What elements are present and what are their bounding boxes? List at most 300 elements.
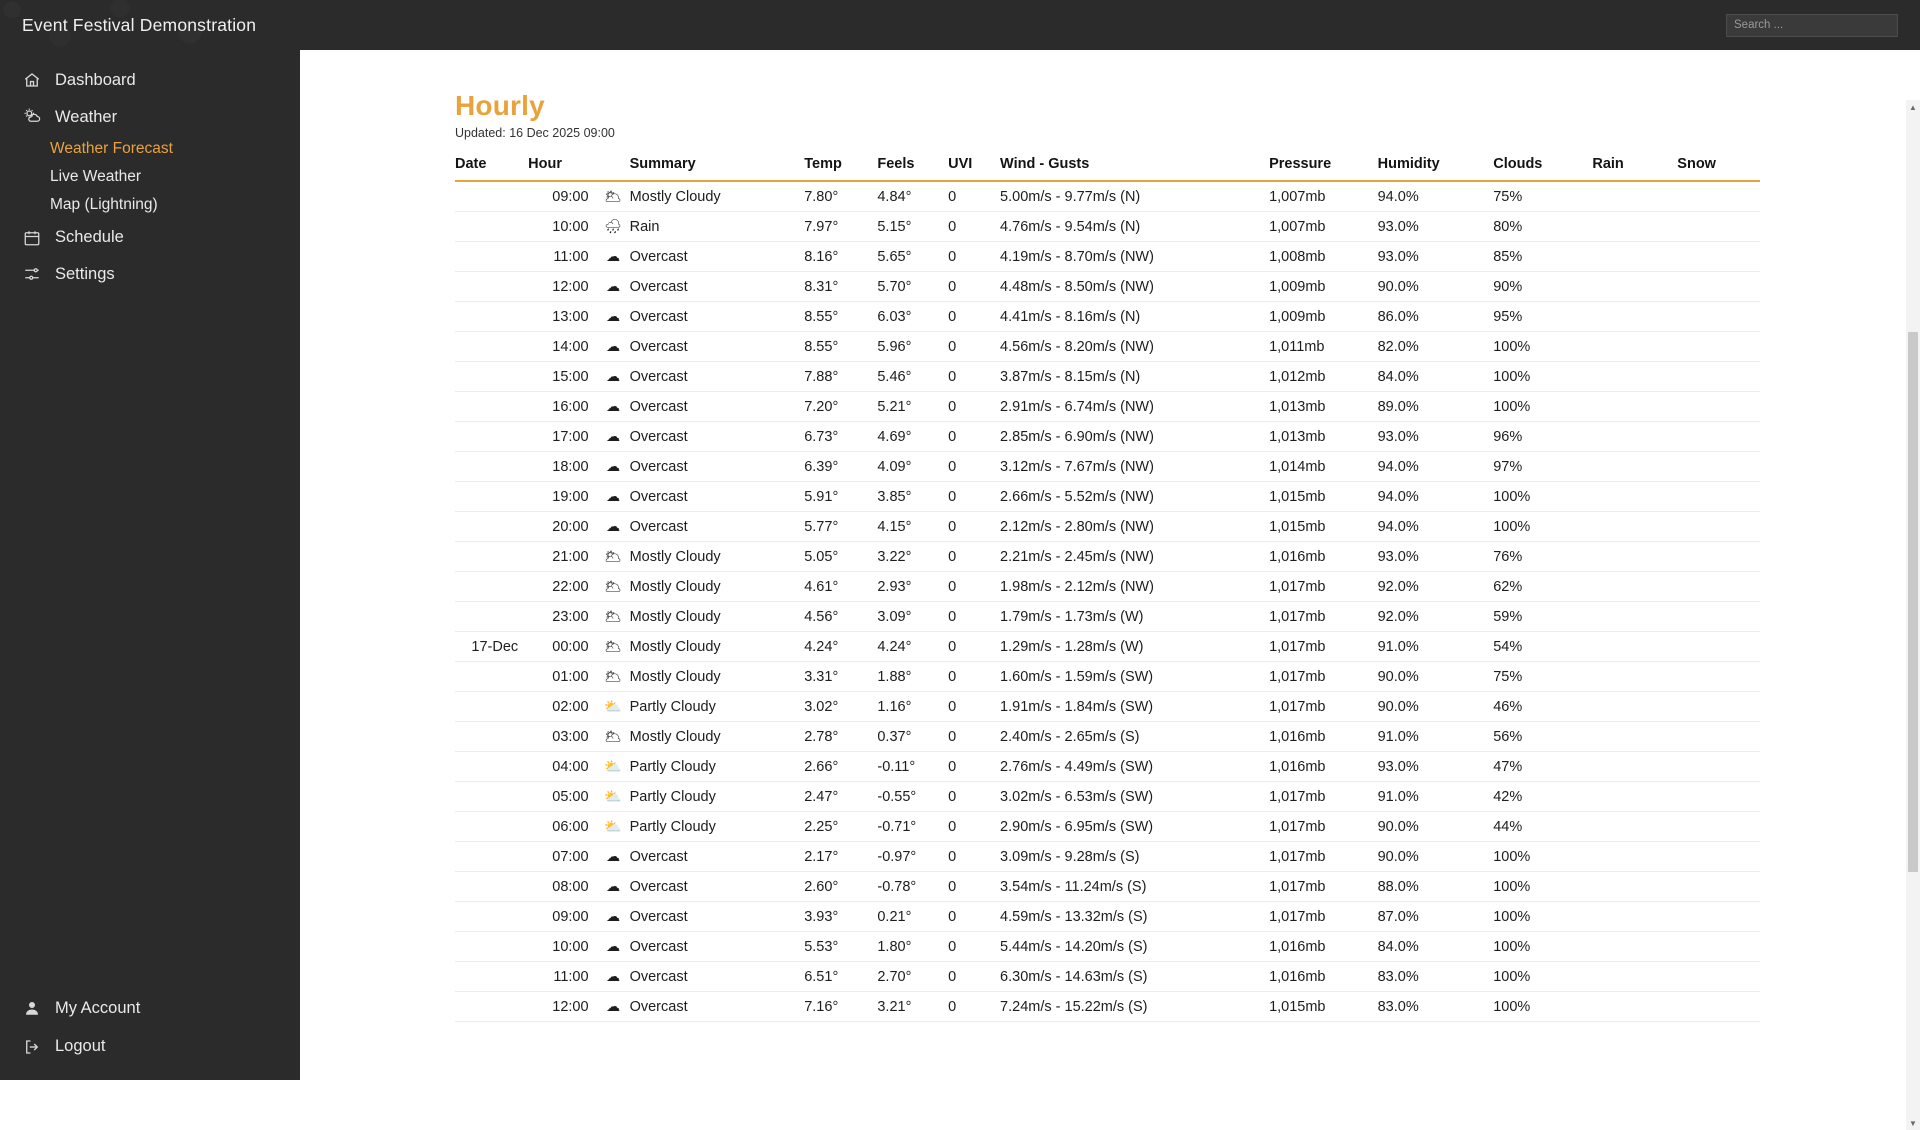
cell-clouds: 75% xyxy=(1493,662,1592,692)
cell-pressure: 1,012mb xyxy=(1269,362,1378,392)
cell-snow xyxy=(1677,572,1760,602)
cell-wind: 2.91m/s - 6.74m/s (NW) xyxy=(1000,392,1269,422)
cell-pressure: 1,017mb xyxy=(1269,662,1378,692)
cell-date xyxy=(455,392,528,422)
cell-rain xyxy=(1592,512,1677,542)
cell-wind: 1.98m/s - 2.12m/s (NW) xyxy=(1000,572,1269,602)
table-row xyxy=(455,362,1760,392)
cell-summary: Mostly Cloudy xyxy=(630,542,805,572)
cell-summary: Overcast xyxy=(630,362,805,392)
cell-rain xyxy=(1592,992,1677,1022)
cell-rain xyxy=(1592,272,1677,302)
cell-rain xyxy=(1592,242,1677,272)
cell-hour: 09:00 xyxy=(528,902,596,932)
cell-summary: Overcast xyxy=(630,872,805,902)
cell-snow xyxy=(1677,272,1760,302)
table-row xyxy=(455,302,1760,332)
cell-hour: 03:00 xyxy=(528,722,596,752)
cell-weather-icon xyxy=(597,212,630,242)
cell-wind: 2.12m/s - 2.80m/s (NW) xyxy=(1000,512,1269,542)
cell-humidity: 84.0% xyxy=(1378,932,1494,962)
cell-pressure: 1,016mb xyxy=(1269,722,1378,752)
cell-feels: 1.88° xyxy=(877,662,948,692)
cell-uvi: 0 xyxy=(948,512,1000,542)
cell-humidity: 94.0% xyxy=(1378,181,1494,212)
cell-hour: 06:00 xyxy=(528,812,596,842)
cell-clouds: 54% xyxy=(1493,632,1592,662)
cell-summary: Overcast xyxy=(630,242,805,272)
table-row xyxy=(455,542,1760,572)
overcast-icon: ☁ xyxy=(606,487,621,504)
cell-temp: 3.02° xyxy=(804,692,877,722)
cell-weather-icon xyxy=(597,722,630,752)
cell-rain xyxy=(1592,362,1677,392)
cell-temp: 6.39° xyxy=(804,452,877,482)
cell-wind: 2.21m/s - 2.45m/s (NW) xyxy=(1000,542,1269,572)
cell-uvi: 0 xyxy=(948,932,1000,962)
cell-weather-icon xyxy=(597,242,630,272)
overcast-icon: ☁ xyxy=(606,457,621,474)
cell-wind: 3.09m/s - 9.28m/s (S) xyxy=(1000,842,1269,872)
cell-temp: 4.61° xyxy=(804,572,877,602)
cell-date xyxy=(455,242,528,272)
sidebar-item-dashboard[interactable] xyxy=(0,62,300,99)
cell-weather-icon xyxy=(597,662,630,692)
cell-date xyxy=(455,662,528,692)
cell-pressure: 1,016mb xyxy=(1269,962,1378,992)
cell-wind: 2.66m/s - 5.52m/s (NW) xyxy=(1000,482,1269,512)
cell-humidity: 87.0% xyxy=(1378,902,1494,932)
cell-humidity: 94.0% xyxy=(1378,512,1494,542)
cell-wind: 3.02m/s - 6.53m/s (SW) xyxy=(1000,782,1269,812)
scroll-up-arrow[interactable]: ▲ xyxy=(1909,102,1917,112)
cell-temp: 7.88° xyxy=(804,362,877,392)
column-header-date: Date xyxy=(455,156,528,181)
cell-uvi: 0 xyxy=(948,242,1000,272)
cell-pressure: 1,017mb xyxy=(1269,572,1378,602)
table-row xyxy=(455,212,1760,242)
table-row xyxy=(455,512,1760,542)
cell-hour: 15:00 xyxy=(528,362,596,392)
cell-weather-icon xyxy=(597,452,630,482)
cell-wind: 2.90m/s - 6.95m/s (SW) xyxy=(1000,812,1269,842)
scroll-down-arrow[interactable]: ▼ xyxy=(1909,1118,1917,1128)
cell-date xyxy=(455,932,528,962)
cell-summary: Partly Cloudy xyxy=(630,752,805,782)
cell-pressure: 1,008mb xyxy=(1269,242,1378,272)
cell-rain xyxy=(1592,212,1677,242)
overcast-icon: ☁ xyxy=(606,307,621,324)
cell-weather-icon xyxy=(597,842,630,872)
cell-feels: -0.78° xyxy=(877,872,948,902)
cell-rain xyxy=(1592,902,1677,932)
cell-wind: 4.76m/s - 9.54m/s (N) xyxy=(1000,212,1269,242)
cell-temp: 2.25° xyxy=(804,812,877,842)
cell-feels: 1.16° xyxy=(877,692,948,722)
cell-humidity: 93.0% xyxy=(1378,422,1494,452)
cell-weather-icon xyxy=(597,181,630,212)
home-icon xyxy=(22,70,42,90)
cell-hour: 18:00 xyxy=(528,452,596,482)
overcast-icon: ☁ xyxy=(606,397,621,414)
cell-summary: Mostly Cloudy xyxy=(630,662,805,692)
cell-wind: 2.85m/s - 6.90m/s (NW) xyxy=(1000,422,1269,452)
cell-feels: 0.37° xyxy=(877,722,948,752)
cell-summary: Overcast xyxy=(630,992,805,1022)
column-header-snow: Snow xyxy=(1677,156,1760,181)
cell-weather-icon xyxy=(597,392,630,422)
cell-weather-icon xyxy=(597,542,630,572)
cell-weather-icon xyxy=(597,812,630,842)
cell-uvi: 0 xyxy=(948,842,1000,872)
cell-rain xyxy=(1592,572,1677,602)
cell-date xyxy=(455,362,528,392)
cell-uvi: 0 xyxy=(948,542,1000,572)
cell-pressure: 1,015mb xyxy=(1269,992,1378,1022)
cell-feels: 4.24° xyxy=(877,632,948,662)
cell-hour: 22:00 xyxy=(528,572,596,602)
cell-snow xyxy=(1677,662,1760,692)
partly-cloudy-icon: ⛅ xyxy=(604,787,622,804)
cell-summary: Overcast xyxy=(630,482,805,512)
cell-temp: 2.66° xyxy=(804,752,877,782)
search-input[interactable] xyxy=(1726,14,1898,37)
cell-temp: 8.55° xyxy=(804,332,877,362)
table-row xyxy=(455,392,1760,422)
cell-pressure: 1,017mb xyxy=(1269,632,1378,662)
cell-feels: -0.97° xyxy=(877,842,948,872)
cell-wind: 4.48m/s - 8.50m/s (NW) xyxy=(1000,272,1269,302)
cell-clouds: 100% xyxy=(1493,362,1592,392)
sidebar-item-logout[interactable] xyxy=(0,1027,300,1066)
cell-uvi: 0 xyxy=(948,872,1000,902)
cell-temp: 7.16° xyxy=(804,992,877,1022)
cell-feels: 3.85° xyxy=(877,482,948,512)
cell-clouds: 47% xyxy=(1493,752,1592,782)
cell-wind: 3.54m/s - 11.24m/s (S) xyxy=(1000,872,1269,902)
cell-feels: 5.70° xyxy=(877,272,948,302)
sidebar-item-weather[interactable] xyxy=(0,99,300,136)
column-header-humidity: Humidity xyxy=(1378,156,1494,181)
cell-summary: Overcast xyxy=(630,842,805,872)
cell-uvi: 0 xyxy=(948,902,1000,932)
cell-summary: Overcast xyxy=(630,902,805,932)
table-row xyxy=(455,692,1760,722)
cell-clouds: 100% xyxy=(1493,512,1592,542)
cell-summary: Mostly Cloudy xyxy=(630,181,805,212)
cell-pressure: 1,017mb xyxy=(1269,782,1378,812)
sidebar-item-live-weather[interactable]: Live Weather xyxy=(50,168,142,186)
cell-date xyxy=(455,422,528,452)
cell-weather-icon xyxy=(597,272,630,302)
cell-rain xyxy=(1592,932,1677,962)
cell-rain xyxy=(1592,302,1677,332)
cell-humidity: 92.0% xyxy=(1378,572,1494,602)
cell-humidity: 91.0% xyxy=(1378,782,1494,812)
cell-clouds: 90% xyxy=(1493,272,1592,302)
cell-humidity: 90.0% xyxy=(1378,692,1494,722)
cell-pressure: 1,007mb xyxy=(1269,181,1378,212)
partly-cloudy-icon: ⛅ xyxy=(604,757,622,774)
vertical-scrollbar[interactable] xyxy=(1906,100,1920,1130)
cell-clouds: 100% xyxy=(1493,932,1592,962)
cell-rain xyxy=(1592,782,1677,812)
cell-humidity: 93.0% xyxy=(1378,242,1494,272)
overcast-icon: ☁ xyxy=(606,427,621,444)
cell-snow xyxy=(1677,392,1760,422)
column-header-uvi: UVI xyxy=(948,156,1000,181)
cell-pressure: 1,017mb xyxy=(1269,842,1378,872)
overcast-icon: ☁ xyxy=(606,877,621,894)
partly-cloudy-icon: ⛅ xyxy=(604,817,622,834)
cell-feels: 5.46° xyxy=(877,362,948,392)
cell-humidity: 94.0% xyxy=(1378,452,1494,482)
overcast-icon: ☁ xyxy=(606,277,621,294)
table-row xyxy=(455,452,1760,482)
cell-wind: 4.56m/s - 8.20m/s (NW) xyxy=(1000,332,1269,362)
table-row xyxy=(455,992,1760,1022)
cell-hour: 16:00 xyxy=(528,392,596,422)
cell-humidity: 90.0% xyxy=(1378,272,1494,302)
sidebar-item-schedule[interactable] xyxy=(0,219,300,256)
scrollbar-thumb[interactable] xyxy=(1908,332,1918,872)
cell-uvi: 0 xyxy=(948,272,1000,302)
cell-weather-icon xyxy=(597,932,630,962)
cell-hour: 10:00 xyxy=(528,932,596,962)
cell-summary: Overcast xyxy=(630,392,805,422)
cell-feels: 5.96° xyxy=(877,332,948,362)
overcast-icon: ☁ xyxy=(606,367,621,384)
cell-date xyxy=(455,332,528,362)
cell-wind: 2.76m/s - 4.49m/s (SW) xyxy=(1000,752,1269,782)
cell-snow xyxy=(1677,362,1760,392)
cell-date xyxy=(455,212,528,242)
forecast-panel xyxy=(300,90,1920,1022)
sidebar-item-settings[interactable] xyxy=(0,256,300,293)
cell-humidity: 94.0% xyxy=(1378,482,1494,512)
cell-humidity: 83.0% xyxy=(1378,962,1494,992)
cell-date xyxy=(455,692,528,722)
cell-uvi: 0 xyxy=(948,962,1000,992)
cell-temp: 2.78° xyxy=(804,722,877,752)
mostly-cloudy-icon: 🌥 xyxy=(604,607,622,624)
cell-date xyxy=(455,452,528,482)
cell-uvi: 0 xyxy=(948,362,1000,392)
table-row xyxy=(455,242,1760,272)
sidebar-item-label: Weather xyxy=(55,107,118,126)
cell-snow xyxy=(1677,302,1760,332)
table-row xyxy=(455,482,1760,512)
cell-temp: 4.56° xyxy=(804,602,877,632)
overcast-icon: ☁ xyxy=(606,247,621,264)
cell-hour: 00:00 xyxy=(528,632,596,662)
cell-temp: 7.97° xyxy=(804,212,877,242)
table-row xyxy=(455,332,1760,362)
sidebar-item-label: My Account xyxy=(55,998,141,1017)
cell-rain xyxy=(1592,662,1677,692)
cell-pressure: 1,015mb xyxy=(1269,482,1378,512)
cell-clouds: 96% xyxy=(1493,422,1592,452)
table-header xyxy=(455,156,1760,181)
cell-snow xyxy=(1677,542,1760,572)
table-row xyxy=(455,872,1760,902)
cell-humidity: 90.0% xyxy=(1378,842,1494,872)
table-row xyxy=(455,962,1760,992)
cell-uvi: 0 xyxy=(948,302,1000,332)
cell-snow xyxy=(1677,452,1760,482)
table-row xyxy=(455,932,1760,962)
cell-weather-icon xyxy=(597,332,630,362)
column-header-wind: Wind - Gusts xyxy=(1000,156,1269,181)
cell-uvi: 0 xyxy=(948,572,1000,602)
cell-pressure: 1,009mb xyxy=(1269,302,1378,332)
table-row xyxy=(455,572,1760,602)
cell-wind: 5.44m/s - 14.20m/s (S) xyxy=(1000,932,1269,962)
cell-snow xyxy=(1677,212,1760,242)
cell-snow xyxy=(1677,962,1760,992)
cell-pressure: 1,013mb xyxy=(1269,392,1378,422)
cell-summary: Overcast xyxy=(630,272,805,302)
cell-rain xyxy=(1592,542,1677,572)
cell-feels: 3.09° xyxy=(877,602,948,632)
table-row xyxy=(455,602,1760,632)
cell-temp: 6.73° xyxy=(804,422,877,452)
cell-weather-icon xyxy=(597,962,630,992)
top-bar xyxy=(0,0,1920,50)
sidebar-item-label: Schedule xyxy=(55,228,124,247)
cell-clouds: 100% xyxy=(1493,332,1592,362)
cell-summary: Overcast xyxy=(630,512,805,542)
cell-snow xyxy=(1677,932,1760,962)
cell-wind: 1.91m/s - 1.84m/s (SW) xyxy=(1000,692,1269,722)
cell-hour: 10:00 xyxy=(528,212,596,242)
column-header-rain: Rain xyxy=(1592,156,1677,181)
cell-wind: 4.19m/s - 8.70m/s (NW) xyxy=(1000,242,1269,272)
cell-date xyxy=(455,722,528,752)
cell-temp: 5.05° xyxy=(804,542,877,572)
cell-weather-icon xyxy=(597,752,630,782)
table-body xyxy=(455,181,1760,1022)
cell-uvi: 0 xyxy=(948,782,1000,812)
cell-weather-icon xyxy=(597,572,630,602)
cell-humidity: 91.0% xyxy=(1378,722,1494,752)
cell-clouds: 100% xyxy=(1493,482,1592,512)
sidebar-nav-top xyxy=(0,50,300,293)
cell-hour: 14:00 xyxy=(528,332,596,362)
cell-clouds: 100% xyxy=(1493,962,1592,992)
cell-hour: 23:00 xyxy=(528,602,596,632)
cell-uvi: 0 xyxy=(948,722,1000,752)
cell-temp: 2.17° xyxy=(804,842,877,872)
cell-uvi: 0 xyxy=(948,992,1000,1022)
cell-humidity: 92.0% xyxy=(1378,602,1494,632)
cell-temp: 8.31° xyxy=(804,272,877,302)
cell-clouds: 85% xyxy=(1493,242,1592,272)
cell-feels: -0.71° xyxy=(877,812,948,842)
cell-pressure: 1,017mb xyxy=(1269,902,1378,932)
sidebar-item-weather-forecast[interactable]: Weather Forecast xyxy=(50,140,173,158)
cell-pressure: 1,016mb xyxy=(1269,752,1378,782)
cell-feels: 4.09° xyxy=(877,452,948,482)
cell-rain xyxy=(1592,452,1677,482)
cell-uvi: 0 xyxy=(948,212,1000,242)
cell-rain xyxy=(1592,422,1677,452)
cell-humidity: 93.0% xyxy=(1378,542,1494,572)
cell-pressure: 1,011mb xyxy=(1269,332,1378,362)
mostly-cloudy-icon: 🌥 xyxy=(604,667,622,684)
cell-summary: Overcast xyxy=(630,302,805,332)
table-row xyxy=(455,662,1760,692)
cell-rain xyxy=(1592,842,1677,872)
column-header-summary: Summary xyxy=(630,156,805,181)
cell-wind: 5.00m/s - 9.77m/s (N) xyxy=(1000,181,1269,212)
cell-uvi: 0 xyxy=(948,812,1000,842)
cell-humidity: 90.0% xyxy=(1378,662,1494,692)
cell-wind: 1.29m/s - 1.28m/s (W) xyxy=(1000,632,1269,662)
cell-feels: 2.70° xyxy=(877,962,948,992)
partly-cloudy-icon: ⛅ xyxy=(604,697,622,714)
cell-snow xyxy=(1677,722,1760,752)
main-content xyxy=(300,50,1920,1128)
sidebar-nav-bottom xyxy=(0,989,300,1080)
cell-temp: 2.47° xyxy=(804,782,877,812)
sidebar-item-label: Dashboard xyxy=(55,71,136,89)
cell-feels: 3.22° xyxy=(877,542,948,572)
cell-weather-icon xyxy=(597,482,630,512)
cell-weather-icon xyxy=(597,992,630,1022)
sidebar-item-map-lightning[interactable]: Map (Lightning) xyxy=(50,196,158,214)
cell-wind: 2.40m/s - 2.65m/s (S) xyxy=(1000,722,1269,752)
cell-date xyxy=(455,512,528,542)
cloud-sun-icon xyxy=(22,107,42,127)
cell-wind: 3.87m/s - 8.15m/s (N) xyxy=(1000,362,1269,392)
cell-date xyxy=(455,992,528,1022)
cell-uvi: 0 xyxy=(948,692,1000,722)
cell-weather-icon xyxy=(597,782,630,812)
cell-pressure: 1,015mb xyxy=(1269,512,1378,542)
cell-snow xyxy=(1677,872,1760,902)
cell-humidity: 88.0% xyxy=(1378,872,1494,902)
overcast-icon: ☁ xyxy=(606,997,621,1014)
cell-pressure: 1,014mb xyxy=(1269,452,1378,482)
cell-rain xyxy=(1592,181,1677,212)
cell-feels: 5.15° xyxy=(877,212,948,242)
cell-snow xyxy=(1677,992,1760,1022)
cell-date xyxy=(455,962,528,992)
cell-temp: 5.91° xyxy=(804,482,877,512)
sidebar-item-label: Logout xyxy=(55,1037,106,1056)
cell-feels: 4.15° xyxy=(877,512,948,542)
sidebar-item-my-account[interactable] xyxy=(0,989,300,1028)
cell-feels: 2.93° xyxy=(877,572,948,602)
cell-humidity: 93.0% xyxy=(1378,212,1494,242)
cell-uvi: 0 xyxy=(948,452,1000,482)
column-header-icon xyxy=(597,156,630,181)
table-row xyxy=(455,272,1760,302)
cell-date xyxy=(455,602,528,632)
column-header-feels: Feels xyxy=(877,156,948,181)
cell-hour: 07:00 xyxy=(528,842,596,872)
cell-snow xyxy=(1677,242,1760,272)
cell-temp: 7.20° xyxy=(804,392,877,422)
cell-date xyxy=(455,842,528,872)
cell-humidity: 82.0% xyxy=(1378,332,1494,362)
cell-clouds: 44% xyxy=(1493,812,1592,842)
cell-temp: 6.51° xyxy=(804,962,877,992)
cell-rain xyxy=(1592,482,1677,512)
sidebar-item-label: Settings xyxy=(55,264,115,283)
overcast-icon: ☁ xyxy=(606,967,621,984)
